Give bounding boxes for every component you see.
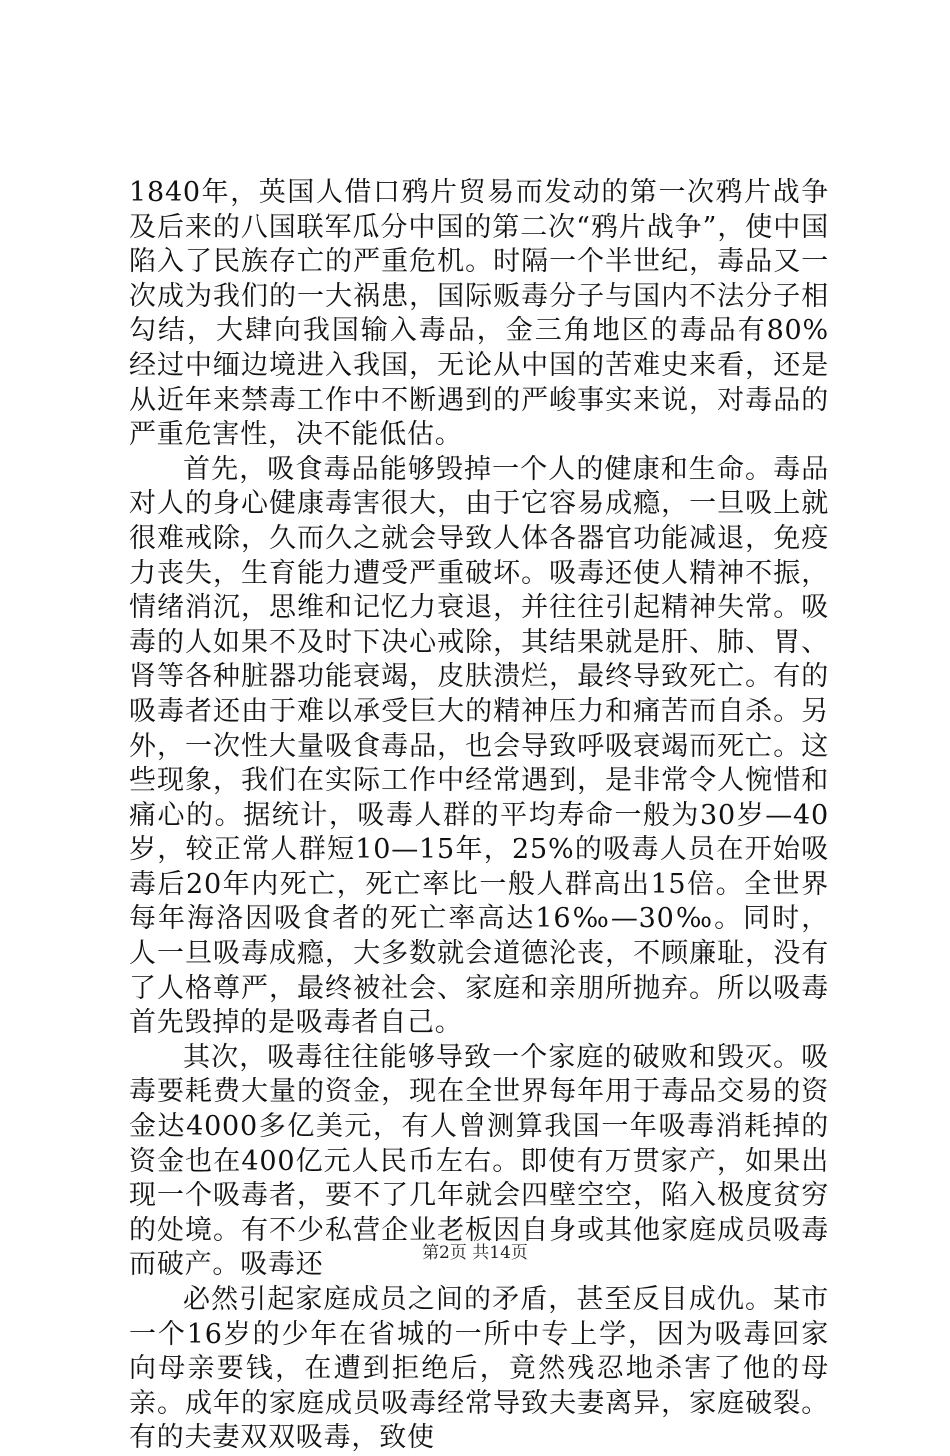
- paragraph-health-harm: 首先，吸食毒品能够毁掉一个人的健康和生命。毒品对人的身心健康毒害很大，由于它容易成瘾，一旦吸上就很难戒除，久而久之就会导致人体各器官功能减退，免疫力丧失，生育能力遭受严重破坏。吸毒还使人精神不振，情绪消沉，思维和记忆力衰退，并往往引起精神失常。吸毒的人如果不及时下决心戒除，其结果就是肝、肺、胃、肾等各种脏器功能衰竭，皮肤溃烂，最终导致死亡。有的吸毒者还由于难以承受巨大的精神压力和痛苦而自杀。另外，一次性大量吸食毒品，也会导致呼吸衰竭而死亡。这些现象，我们在实际工作中经常遇到，是非常令人惋惜和痛心的。据统计，吸毒人群的平均寿命一般为30岁—40岁，较正常人群短10—15年，25%的吸毒人员在开始吸毒后20年内死亡，死亡率比一般人群高出15倍。全世界每年海洛因吸食者的死亡率高达16‰—30‰。同时，人一旦吸毒成瘾，大多数就会道德沦丧，不顾廉耻，没有了人格尊严，最终被社会、家庭和亲朋所抛弃。所以吸毒首先毁掉的是吸毒者自己。: [129, 453, 829, 1039]
- paragraph-family-conflict: 必然引起家庭成员之间的矛盾，甚至反目成仇。某市一个16岁的少年在省城的一所中专上学，因为吸毒回家向母亲要钱，在遭到拒绝后，竟然残忍地杀害了他的母亲。成年的家庭成员吸毒经常导致夫妻离异，家庭破裂。有的夫妻双双吸毒，致使: [129, 1284, 829, 1454]
- page-number-footer: 第2页 共14页: [422, 1243, 528, 1263]
- paragraph-opium-war-history: 1840年，英国人借口鸦片贸易而发动的第一次鸦片战争及后来的八国联军瓜分中国的第二次“鸦片战争”，使中国陷入了民族存亡的严重危机。时隔一个半世纪，毒品又一次成为我们的一大祸患，国际贩毒分子与国内不法分子相勾结，大肆向我国输入毒品，金三角地区的毒品有80%经过中缅边境进入我国，无论从中国的苦难史来看，还是从近年来禁毒工作中不断遇到的严峻事实来说，对毒品的严重危害性，决不能低估。: [129, 177, 829, 451]
- paragraph-family-ruin: 其次，吸毒往往能够导致一个家庭的破败和毁灭。吸毒要耗费大量的资金，现在全世界每年用于毒品交易的资金达4000多亿美元，有人曾测算我国一年吸毒消耗掉的资金也在400亿元人民币左右。即使有万贯家产，如果出现一个吸毒者，要不了几年就会四壁空空，陷入极度贫穷的处境。有不少私营企业老板因自身或其他家庭成员吸毒而破产。吸毒还: [129, 1041, 829, 1281]
